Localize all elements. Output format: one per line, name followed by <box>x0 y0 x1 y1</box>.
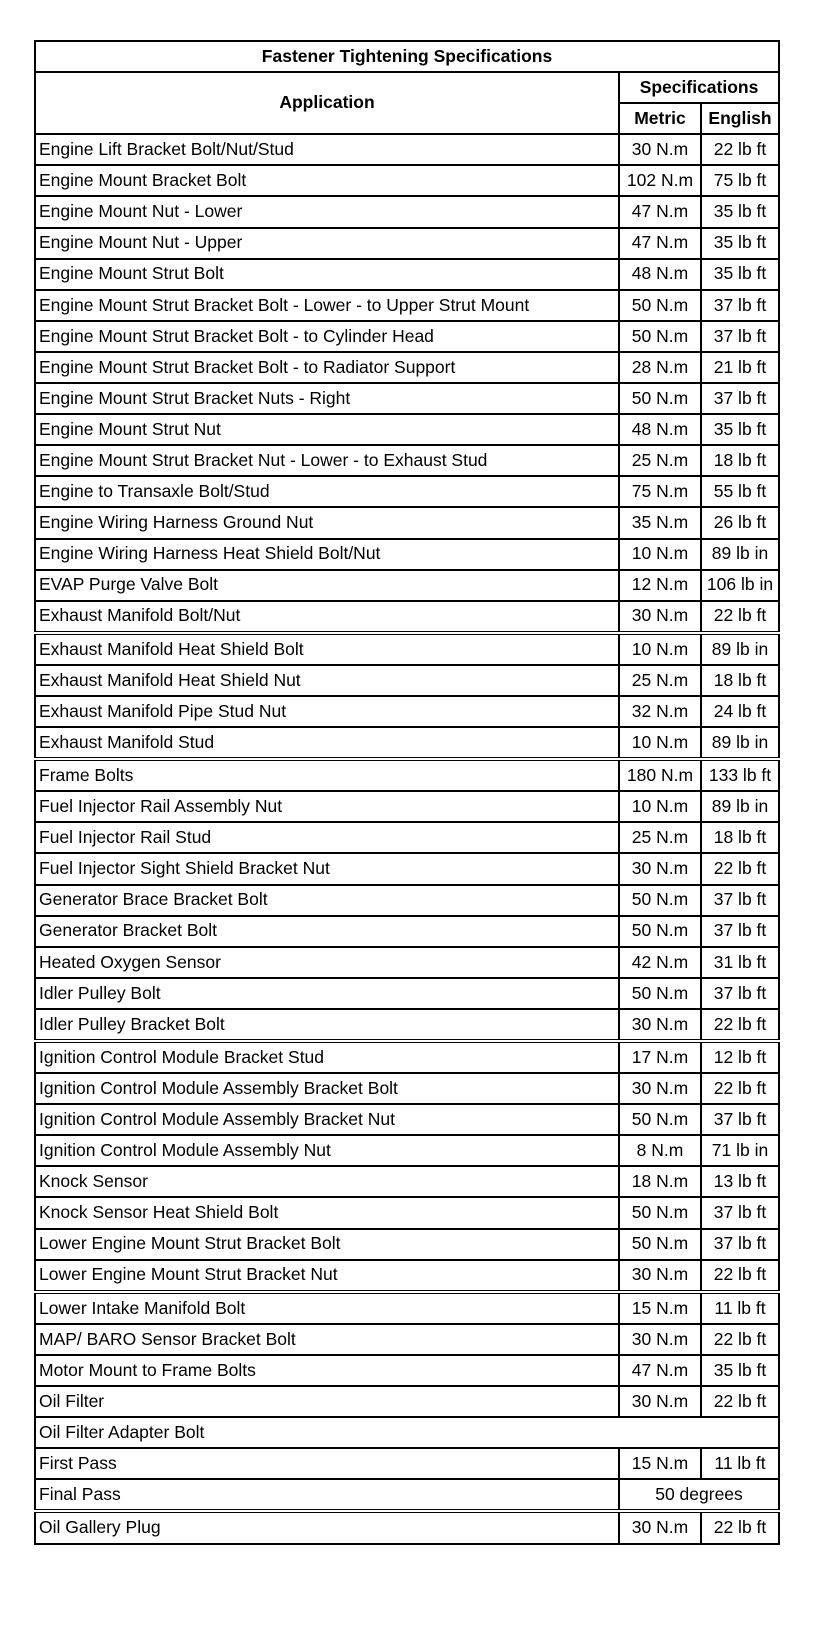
metric-cell: 30 N.m <box>619 601 701 633</box>
application-cell: Ignition Control Module Assembly Nut <box>35 1135 619 1166</box>
application-cell: Generator Brace Bracket Bolt <box>35 885 619 916</box>
application-cell: Engine Mount Strut Bracket Bolt - to Radiator Support <box>35 352 619 383</box>
application-cell: Fuel Injector Sight Shield Bracket Nut <box>35 853 619 884</box>
english-cell: 31 lb ft <box>701 947 779 978</box>
english-cell: 37 lb ft <box>701 978 779 1009</box>
english-cell: 18 lb ft <box>701 445 779 476</box>
table-row <box>35 727 779 759</box>
application-cell: Lower Engine Mount Strut Bracket Bolt <box>35 1229 619 1260</box>
metric-cell: 48 N.m <box>619 414 701 445</box>
application-cell: Engine Mount Strut Bracket Bolt - to Cylinder Head <box>35 321 619 352</box>
application-cell: Exhaust Manifold Heat Shield Nut <box>35 665 619 696</box>
application-cell: Engine to Transaxle Bolt/Stud <box>35 476 619 507</box>
metric-cell: 30 N.m <box>619 1009 701 1041</box>
table-row <box>35 507 779 538</box>
table-row <box>35 633 779 665</box>
metric-cell: 18 N.m <box>619 1166 701 1197</box>
metric-cell: 47 N.m <box>619 1355 701 1386</box>
english-cell: 24 lb ft <box>701 696 779 727</box>
metric-cell: 17 N.m <box>619 1041 701 1073</box>
table-row <box>35 259 779 290</box>
application-cell: Fuel Injector Rail Assembly Nut <box>35 791 619 822</box>
table-row <box>35 791 779 822</box>
application-cell: Engine Mount Strut Bracket Bolt - Lower - to Upper Strut Mount <box>35 290 619 321</box>
english-cell: 37 lb ft <box>701 1229 779 1260</box>
metric-cell: 42 N.m <box>619 947 701 978</box>
oil-filter-adapter-label: Oil Filter Adapter Bolt <box>35 1417 779 1448</box>
table-row <box>35 1292 779 1324</box>
table-title: Fastener Tightening Specifications <box>35 41 779 72</box>
metric-cell: 50 N.m <box>619 978 701 1009</box>
english-cell: 37 lb ft <box>701 321 779 352</box>
english-cell: 35 lb ft <box>701 414 779 445</box>
english-cell: 12 lb ft <box>701 1041 779 1073</box>
metric-cell: 47 N.m <box>619 196 701 227</box>
table-row <box>35 665 779 696</box>
english-cell: 37 lb ft <box>701 916 779 947</box>
application-cell: Idler Pulley Bolt <box>35 978 619 1009</box>
metric-cell: 30 N.m <box>619 1260 701 1292</box>
english-cell: 21 lb ft <box>701 352 779 383</box>
metric-cell: 48 N.m <box>619 259 701 290</box>
table-row <box>35 445 779 476</box>
metric-cell: 15 N.m <box>619 1292 701 1324</box>
metric-cell: 50 N.m <box>619 290 701 321</box>
table-row <box>35 228 779 259</box>
final-pass-value: 50 degrees <box>619 1479 779 1511</box>
metric-cell: 25 N.m <box>619 445 701 476</box>
english-cell: 89 lb in <box>701 633 779 665</box>
application-cell: Idler Pulley Bracket Bolt <box>35 1009 619 1041</box>
metric-cell: 50 N.m <box>619 916 701 947</box>
table-row <box>35 978 779 1009</box>
metric-cell: 10 N.m <box>619 727 701 759</box>
application-cell: Engine Mount Strut Bolt <box>35 259 619 290</box>
english-cell: 22 lb ft <box>701 134 779 165</box>
application-cell: Ignition Control Module Bracket Stud <box>35 1041 619 1073</box>
fastener-spec-table <box>34 40 780 1545</box>
english-cell: 22 lb ft <box>701 853 779 884</box>
english-cell: 89 lb in <box>701 539 779 570</box>
application-cell: Generator Bracket Bolt <box>35 916 619 947</box>
application-cell: Heated Oxygen Sensor <box>35 947 619 978</box>
metric-cell: 102 N.m <box>619 165 701 196</box>
application-cell: Knock Sensor Heat Shield Bolt <box>35 1197 619 1228</box>
english-cell: 89 lb in <box>701 791 779 822</box>
english-cell: 35 lb ft <box>701 228 779 259</box>
english-cell: 37 lb ft <box>701 885 779 916</box>
metric-cell: 50 N.m <box>619 383 701 414</box>
title-row <box>35 41 779 72</box>
table-row <box>35 383 779 414</box>
application-cell: Oil Filter <box>35 1386 619 1417</box>
metric-cell: 8 N.m <box>619 1135 701 1166</box>
application-cell: Engine Mount Bracket Bolt <box>35 165 619 196</box>
english-cell: 13 lb ft <box>701 1166 779 1197</box>
table-row <box>35 822 779 853</box>
table-row <box>35 1355 779 1386</box>
table-row <box>35 1009 779 1041</box>
metric-cell: 12 N.m <box>619 570 701 601</box>
oil-gallery-plug-english: 22 lb ft <box>701 1511 779 1543</box>
application-cell: Motor Mount to Frame Bolts <box>35 1355 619 1386</box>
table-row <box>35 290 779 321</box>
application-cell: Knock Sensor <box>35 1166 619 1197</box>
final-pass-row <box>35 1479 779 1511</box>
english-cell: 133 lb ft <box>701 759 779 791</box>
application-cell: EVAP Purge Valve Bolt <box>35 570 619 601</box>
table-row <box>35 1041 779 1073</box>
application-cell: Engine Mount Strut Bracket Nuts - Right <box>35 383 619 414</box>
application-cell: Ignition Control Module Assembly Bracket Nut <box>35 1104 619 1135</box>
metric-cell: 32 N.m <box>619 696 701 727</box>
table-row <box>35 601 779 633</box>
table-row <box>35 476 779 507</box>
metric-cell: 10 N.m <box>619 539 701 570</box>
application-cell: Engine Wiring Harness Ground Nut <box>35 507 619 538</box>
english-cell: 22 lb ft <box>701 1324 779 1355</box>
table-row <box>35 1104 779 1135</box>
table-row <box>35 1073 779 1104</box>
english-cell: 22 lb ft <box>701 1260 779 1292</box>
english-header: English <box>701 103 779 134</box>
first-pass-row <box>35 1448 779 1479</box>
english-cell: 11 lb ft <box>701 1292 779 1324</box>
oil-gallery-plug-row <box>35 1511 779 1543</box>
table-row <box>35 539 779 570</box>
metric-cell: 35 N.m <box>619 507 701 538</box>
table-row <box>35 1324 779 1355</box>
application-cell: Exhaust Manifold Pipe Stud Nut <box>35 696 619 727</box>
table-row <box>35 196 779 227</box>
application-cell: Engine Mount Nut - Upper <box>35 228 619 259</box>
english-cell: 37 lb ft <box>701 1197 779 1228</box>
specifications-header: Specifications <box>619 72 779 103</box>
application-cell: Exhaust Manifold Heat Shield Bolt <box>35 633 619 665</box>
table-row <box>35 947 779 978</box>
metric-cell: 180 N.m <box>619 759 701 791</box>
metric-header: Metric <box>619 103 701 134</box>
table-row <box>35 414 779 445</box>
table-row <box>35 134 779 165</box>
metric-cell: 75 N.m <box>619 476 701 507</box>
english-cell: 55 lb ft <box>701 476 779 507</box>
application-cell: Exhaust Manifold Bolt/Nut <box>35 601 619 633</box>
metric-cell: 30 N.m <box>619 853 701 884</box>
metric-cell: 30 N.m <box>619 1073 701 1104</box>
first-pass-label: First Pass <box>35 1448 619 1479</box>
metric-cell: 10 N.m <box>619 791 701 822</box>
application-cell: Frame Bolts <box>35 759 619 791</box>
application-cell: Engine Mount Nut - Lower <box>35 196 619 227</box>
application-cell: Lower Intake Manifold Bolt <box>35 1292 619 1324</box>
english-cell: 35 lb ft <box>701 1355 779 1386</box>
english-cell: 35 lb ft <box>701 196 779 227</box>
application-cell: MAP/ BARO Sensor Bracket Bolt <box>35 1324 619 1355</box>
application-cell: Fuel Injector Rail Stud <box>35 822 619 853</box>
table-row <box>35 885 779 916</box>
metric-cell: 25 N.m <box>619 822 701 853</box>
table-row <box>35 1197 779 1228</box>
table-row <box>35 759 779 791</box>
table-row <box>35 1386 779 1417</box>
english-cell: 18 lb ft <box>701 822 779 853</box>
application-cell: Engine Mount Strut Nut <box>35 414 619 445</box>
metric-cell: 50 N.m <box>619 1104 701 1135</box>
table-row <box>35 1166 779 1197</box>
metric-cell: 50 N.m <box>619 321 701 352</box>
english-cell: 37 lb ft <box>701 1104 779 1135</box>
application-cell: Ignition Control Module Assembly Bracket Bolt <box>35 1073 619 1104</box>
table-row <box>35 570 779 601</box>
table-row <box>35 1229 779 1260</box>
oil-gallery-plug-metric: 30 N.m <box>619 1511 701 1543</box>
english-cell: 89 lb in <box>701 727 779 759</box>
oil-gallery-plug-application: Oil Gallery Plug <box>35 1511 619 1543</box>
english-cell: 37 lb ft <box>701 383 779 414</box>
english-cell: 26 lb ft <box>701 507 779 538</box>
metric-cell: 30 N.m <box>619 134 701 165</box>
application-header: Application <box>35 72 619 134</box>
first-pass-metric: 15 N.m <box>619 1448 701 1479</box>
english-cell: 75 lb ft <box>701 165 779 196</box>
english-cell: 22 lb ft <box>701 1386 779 1417</box>
first-pass-english: 11 lb ft <box>701 1448 779 1479</box>
metric-cell: 47 N.m <box>619 228 701 259</box>
table-row <box>35 853 779 884</box>
metric-cell: 30 N.m <box>619 1324 701 1355</box>
english-cell: 106 lb in <box>701 570 779 601</box>
table-row <box>35 696 779 727</box>
table-row <box>35 916 779 947</box>
table-row <box>35 321 779 352</box>
application-cell: Engine Mount Strut Bracket Nut - Lower - to Exhaust Stud <box>35 445 619 476</box>
table-row <box>35 1135 779 1166</box>
application-cell: Exhaust Manifold Stud <box>35 727 619 759</box>
metric-cell: 28 N.m <box>619 352 701 383</box>
table-row <box>35 1260 779 1292</box>
english-cell: 18 lb ft <box>701 665 779 696</box>
english-cell: 22 lb ft <box>701 601 779 633</box>
application-cell: Engine Lift Bracket Bolt/Nut/Stud <box>35 134 619 165</box>
oil-filter-adapter-row <box>35 1417 779 1448</box>
table-row <box>35 165 779 196</box>
application-cell: Lower Engine Mount Strut Bracket Nut <box>35 1260 619 1292</box>
english-cell: 71 lb in <box>701 1135 779 1166</box>
metric-cell: 30 N.m <box>619 1386 701 1417</box>
metric-cell: 25 N.m <box>619 665 701 696</box>
metric-cell: 50 N.m <box>619 1197 701 1228</box>
english-cell: 22 lb ft <box>701 1073 779 1104</box>
header-row <box>35 72 779 103</box>
english-cell: 22 lb ft <box>701 1009 779 1041</box>
english-cell: 35 lb ft <box>701 259 779 290</box>
metric-cell: 50 N.m <box>619 1229 701 1260</box>
metric-cell: 50 N.m <box>619 885 701 916</box>
application-cell: Engine Wiring Harness Heat Shield Bolt/Nut <box>35 539 619 570</box>
metric-cell: 10 N.m <box>619 633 701 665</box>
english-cell: 37 lb ft <box>701 290 779 321</box>
table-row <box>35 352 779 383</box>
final-pass-label: Final Pass <box>35 1479 619 1511</box>
